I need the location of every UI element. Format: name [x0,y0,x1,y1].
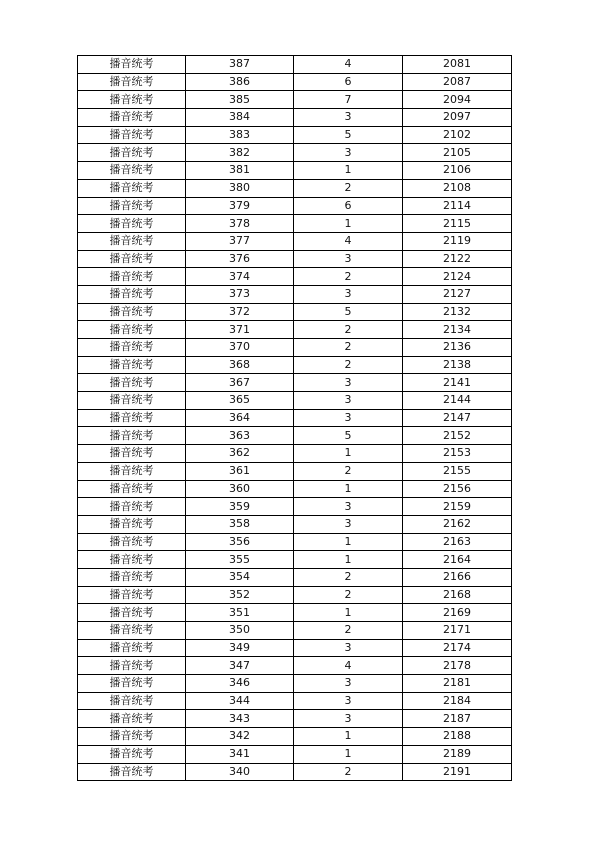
count-cell: 2 [294,568,403,586]
table-row [78,197,512,215]
table-row [78,250,512,268]
score-cell: 356 [186,533,294,551]
score-cell: 352 [186,586,294,604]
score-cell: 384 [186,109,294,127]
cumulative-rank-cell: 2152 [403,427,512,445]
count-cell: 3 [294,498,403,516]
category-cell: 播音统考 [78,480,186,498]
count-cell: 1 [294,551,403,569]
count-cell: 2 [294,763,403,781]
category-cell: 播音统考 [78,568,186,586]
count-cell: 3 [294,109,403,127]
count-cell: 3 [294,409,403,427]
category-cell: 播音统考 [78,763,186,781]
count-cell: 1 [294,604,403,622]
count-cell: 3 [294,250,403,268]
category-cell: 播音统考 [78,73,186,91]
table-row [78,604,512,622]
count-cell: 4 [294,657,403,675]
cumulative-rank-cell: 2138 [403,356,512,374]
cumulative-rank-cell: 2164 [403,551,512,569]
cumulative-rank-cell: 2141 [403,374,512,392]
count-cell: 6 [294,197,403,215]
count-cell: 2 [294,339,403,357]
count-cell: 3 [294,392,403,410]
table-row [78,728,512,746]
count-cell: 1 [294,480,403,498]
table-row [78,126,512,144]
cumulative-rank-cell: 2097 [403,109,512,127]
cumulative-rank-cell: 2102 [403,126,512,144]
count-cell: 1 [294,162,403,180]
count-cell: 2 [294,462,403,480]
score-cell: 371 [186,321,294,339]
category-cell: 播音统考 [78,622,186,640]
score-cell: 360 [186,480,294,498]
count-cell: 2 [294,622,403,640]
table-row [78,515,512,533]
score-cell: 355 [186,551,294,569]
count-cell: 3 [294,692,403,710]
score-cell: 386 [186,73,294,91]
score-cell: 383 [186,126,294,144]
table-row [78,692,512,710]
table-row [78,675,512,693]
category-cell: 播音统考 [78,197,186,215]
count-cell: 3 [294,639,403,657]
cumulative-rank-cell: 2106 [403,162,512,180]
table-body [78,56,512,781]
table-row [78,321,512,339]
score-cell: 364 [186,409,294,427]
score-cell: 368 [186,356,294,374]
category-cell: 播音统考 [78,462,186,480]
score-cell: 361 [186,462,294,480]
table-row [78,232,512,250]
count-cell: 3 [294,710,403,728]
cumulative-rank-cell: 2166 [403,568,512,586]
category-cell: 播音统考 [78,321,186,339]
table-row [78,374,512,392]
cumulative-rank-cell: 2115 [403,215,512,233]
table-row [78,763,512,781]
category-cell: 播音统考 [78,409,186,427]
score-cell: 381 [186,162,294,180]
table-row [78,745,512,763]
cumulative-rank-cell: 2171 [403,622,512,640]
cumulative-rank-cell: 2124 [403,268,512,286]
table-row [78,409,512,427]
cumulative-rank-cell: 2178 [403,657,512,675]
category-cell: 播音统考 [78,232,186,250]
score-cell: 365 [186,392,294,410]
score-cell: 373 [186,285,294,303]
category-cell: 播音统考 [78,515,186,533]
count-cell: 4 [294,232,403,250]
category-cell: 播音统考 [78,639,186,657]
category-cell: 播音统考 [78,303,186,321]
table-row [78,445,512,463]
score-cell: 344 [186,692,294,710]
score-cell: 379 [186,197,294,215]
category-cell: 播音统考 [78,675,186,693]
category-cell: 播音统考 [78,109,186,127]
table-row [78,427,512,445]
table-row [78,533,512,551]
cumulative-rank-cell: 2187 [403,710,512,728]
category-cell: 播音统考 [78,144,186,162]
cumulative-rank-cell: 2169 [403,604,512,622]
count-cell: 1 [294,215,403,233]
cumulative-rank-cell: 2144 [403,392,512,410]
cumulative-rank-cell: 2191 [403,763,512,781]
cumulative-rank-cell: 2108 [403,179,512,197]
score-cell: 382 [186,144,294,162]
score-cell: 372 [186,303,294,321]
cumulative-rank-cell: 2147 [403,409,512,427]
count-cell: 2 [294,179,403,197]
score-cell: 385 [186,91,294,109]
score-cell: 370 [186,339,294,357]
score-cell: 342 [186,728,294,746]
count-cell: 3 [294,374,403,392]
cumulative-rank-cell: 2087 [403,73,512,91]
score-cell: 354 [186,568,294,586]
score-cell: 377 [186,232,294,250]
cumulative-rank-cell: 2136 [403,339,512,357]
score-cell: 346 [186,675,294,693]
table-row [78,73,512,91]
category-cell: 播音统考 [78,445,186,463]
category-cell: 播音统考 [78,604,186,622]
table-row [78,462,512,480]
cumulative-rank-cell: 2094 [403,91,512,109]
count-cell: 1 [294,745,403,763]
cumulative-rank-cell: 2155 [403,462,512,480]
score-cell: 349 [186,639,294,657]
category-cell: 播音统考 [78,339,186,357]
category-cell: 播音统考 [78,268,186,286]
table-row [78,91,512,109]
score-cell: 341 [186,745,294,763]
category-cell: 播音统考 [78,285,186,303]
score-cell: 387 [186,56,294,74]
score-cell: 343 [186,710,294,728]
category-cell: 播音统考 [78,91,186,109]
cumulative-rank-cell: 2168 [403,586,512,604]
table-row [78,657,512,675]
cumulative-rank-cell: 2127 [403,285,512,303]
cumulative-rank-cell: 2153 [403,445,512,463]
cumulative-rank-cell: 2162 [403,515,512,533]
table-row [78,215,512,233]
count-cell: 3 [294,285,403,303]
score-cell: 350 [186,622,294,640]
category-cell: 播音统考 [78,657,186,675]
count-cell: 3 [294,144,403,162]
cumulative-rank-cell: 2081 [403,56,512,74]
category-cell: 播音统考 [78,586,186,604]
cumulative-rank-cell: 2156 [403,480,512,498]
category-cell: 播音统考 [78,215,186,233]
table-row [78,268,512,286]
count-cell: 6 [294,73,403,91]
cumulative-rank-cell: 2189 [403,745,512,763]
table-row [78,586,512,604]
table-row [78,568,512,586]
category-cell: 播音统考 [78,551,186,569]
count-cell: 5 [294,303,403,321]
score-cell: 351 [186,604,294,622]
category-cell: 播音统考 [78,728,186,746]
table-row [78,551,512,569]
count-cell: 2 [294,356,403,374]
category-cell: 播音统考 [78,126,186,144]
table-row [78,356,512,374]
category-cell: 播音统考 [78,179,186,197]
score-cell: 380 [186,179,294,197]
table-row [78,639,512,657]
score-cell: 358 [186,515,294,533]
count-cell: 1 [294,533,403,551]
count-cell: 2 [294,586,403,604]
table-row [78,56,512,74]
cumulative-rank-cell: 2188 [403,728,512,746]
table-row [78,303,512,321]
category-cell: 播音统考 [78,56,186,74]
category-cell: 播音统考 [78,745,186,763]
cumulative-rank-cell: 2132 [403,303,512,321]
table-row [78,480,512,498]
category-cell: 播音统考 [78,374,186,392]
cumulative-rank-cell: 2105 [403,144,512,162]
score-cell: 367 [186,374,294,392]
cumulative-rank-cell: 2159 [403,498,512,516]
count-cell: 1 [294,445,403,463]
cumulative-rank-cell: 2119 [403,232,512,250]
count-cell: 2 [294,321,403,339]
score-cell: 359 [186,498,294,516]
table-row [78,144,512,162]
category-cell: 播音统考 [78,692,186,710]
category-cell: 播音统考 [78,498,186,516]
count-cell: 2 [294,268,403,286]
category-cell: 播音统考 [78,710,186,728]
cumulative-rank-cell: 2184 [403,692,512,710]
score-cell: 363 [186,427,294,445]
cumulative-rank-cell: 2174 [403,639,512,657]
category-cell: 播音统考 [78,356,186,374]
table-row [78,162,512,180]
score-cell: 340 [186,763,294,781]
table-row [78,285,512,303]
cumulative-rank-cell: 2134 [403,321,512,339]
score-cell: 362 [186,445,294,463]
score-ranking-table [77,55,512,781]
count-cell: 1 [294,728,403,746]
cumulative-rank-cell: 2181 [403,675,512,693]
count-cell: 4 [294,56,403,74]
cumulative-rank-cell: 2122 [403,250,512,268]
table-row [78,498,512,516]
cumulative-rank-cell: 2163 [403,533,512,551]
category-cell: 播音统考 [78,392,186,410]
category-cell: 播音统考 [78,427,186,445]
count-cell: 5 [294,126,403,144]
table-row [78,179,512,197]
count-cell: 3 [294,515,403,533]
count-cell: 5 [294,427,403,445]
table-row [78,392,512,410]
table-row [78,622,512,640]
category-cell: 播音统考 [78,162,186,180]
table-row [78,339,512,357]
cumulative-rank-cell: 2114 [403,197,512,215]
table-row [78,710,512,728]
score-cell: 376 [186,250,294,268]
score-cell: 347 [186,657,294,675]
count-cell: 7 [294,91,403,109]
score-cell: 378 [186,215,294,233]
category-cell: 播音统考 [78,250,186,268]
category-cell: 播音统考 [78,533,186,551]
count-cell: 3 [294,675,403,693]
table-row [78,109,512,127]
score-cell: 374 [186,268,294,286]
